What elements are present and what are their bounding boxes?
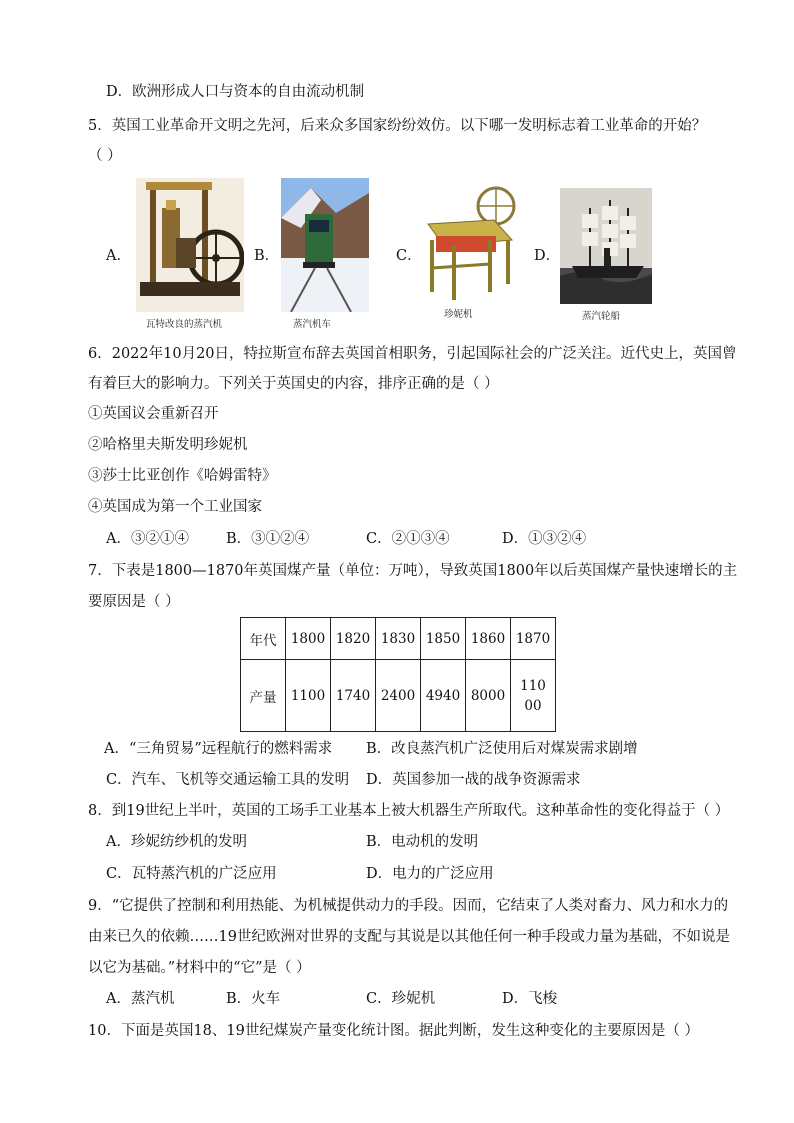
table-header-output: 产量 [241,660,286,732]
q8-option-a: A．珍妮纺纱机的发明 [106,834,247,850]
q6-option-b: B．③①②④ [226,531,310,547]
q6-item-2: ②哈格里夫斯发明珍妮机 [88,437,248,453]
q5-option-d-letter: D． [534,248,561,264]
q5-stem-line1: 5．英国工业革命开文明之先河，后来众多国家纷纷效仿。以下哪一发明标志着工业革命的开始？ [88,118,707,134]
q9-stem-line1: 9．“它提供了控制和利用热能、为机械提供动力的手段。因而，它结束了人类对畜力、风力和水力的 [88,898,729,914]
q5-stem-line2: （ ） [88,148,122,164]
table-cell: 1740 [331,660,376,732]
table-cell [511,660,556,732]
q6-item-1: ①英国议会重新召开 [88,406,219,422]
q6-item-3: ③莎士比亚创作《哈姆雷特》 [88,468,277,484]
steam-engine-image [136,178,244,312]
table-cell: 2400 [376,660,421,732]
q5-option-a-caption: 瓦特改良的蒸汽机 [146,319,223,330]
q5-option-b-caption: 蒸汽机车 [293,319,332,330]
q7-option-c: C．汽车、飞机等交通运输工具的发明 [106,772,350,788]
table-cell: 1830 [376,618,421,660]
q6-option-d: D．①③②④ [502,531,587,547]
steamship-image [560,188,652,304]
q9-option-d: D．飞梭 [502,991,558,1007]
q6-stem-line2: 有着巨大的影响力。下列关于英国史的内容，排序正确的是（ ） [88,376,499,392]
q6-stem-line1: 6．2022年10月20日，特拉斯宣布辞去英国首相职务，引起国际社会的广泛关注。近代史上，英国曾 [88,346,737,362]
q5-option-c-letter: C． [396,248,422,264]
q7-stem-line2: 要原因是（ ） [88,594,180,610]
table-cell: 1800 [286,618,331,660]
q7-option-a: A．“三角贸易”远程航行的燃料需求 [104,741,333,757]
table-cell: 4940 [421,660,466,732]
table-cell: 1870 [511,618,556,660]
q9-option-c: C．珍妮机 [366,991,436,1007]
q8-option-c: C．瓦特蒸汽机的广泛应用 [106,866,277,882]
coal-production-table [240,617,556,732]
table-header-year: 年代 [241,618,286,660]
table-cell: 1860 [466,618,511,660]
q7-option-d: D．英国参加一战的战争资源需求 [366,772,581,788]
q7-stem-line1: 7．下表是1800—1870年英国煤产量（单位：万吨），导致英国1800年以后英国煤产量快速增长的主 [88,563,738,579]
q8-option-d: D．电力的广泛应用 [366,866,494,882]
q6-option-a: A．③②①④ [106,531,189,547]
table-row [241,618,556,660]
q9-option-a: A．蒸汽机 [106,991,175,1007]
table-cell: 8000 [466,660,511,732]
spinning-jenny-image [424,184,516,302]
table-cell: 1820 [331,618,376,660]
q4-option-d: D．欧洲形成人口与资本的自由流动机制 [106,84,365,100]
table-cell-wrapped: 11000 [520,677,546,714]
table-cell: 1850 [421,618,466,660]
q7-option-b: B．改良蒸汽机广泛使用后对煤炭需求剧增 [366,741,638,757]
q10-stem: 10．下面是英国18、19世纪煤炭产量变化统计图。据此判断，发生这种变化的主要原因是（ ） [88,1023,699,1039]
steam-locomotive-image [281,178,369,312]
q6-item-4: ④英国成为第一个工业国家 [88,499,262,515]
table-row [241,660,556,732]
q6-option-c: C．②①③④ [366,531,450,547]
q9-stem-line2: 由来已久的依赖……19世纪欧洲对世界的支配与其说是以其他任何一种手段或力量为基础，不如说是 [88,929,730,945]
q9-option-b: B．火车 [226,991,281,1007]
table-cell: 1100 [286,660,331,732]
q8-stem: 8．到19世纪上半叶，英国的工场手工业基本上被大机器生产所取代。这种革命性的变化得益于（ ） [88,803,730,819]
q5-option-b-letter: B． [254,248,280,264]
q5-option-a-letter: A． [106,248,131,264]
q5-option-d-caption: 蒸汽轮船 [582,311,621,322]
q5-option-c-caption: 珍妮机 [444,309,473,320]
q9-stem-line3: 以它为基础。”材料中的“它”是（ ） [88,960,311,976]
q8-option-b: B．电动机的发明 [366,834,479,850]
